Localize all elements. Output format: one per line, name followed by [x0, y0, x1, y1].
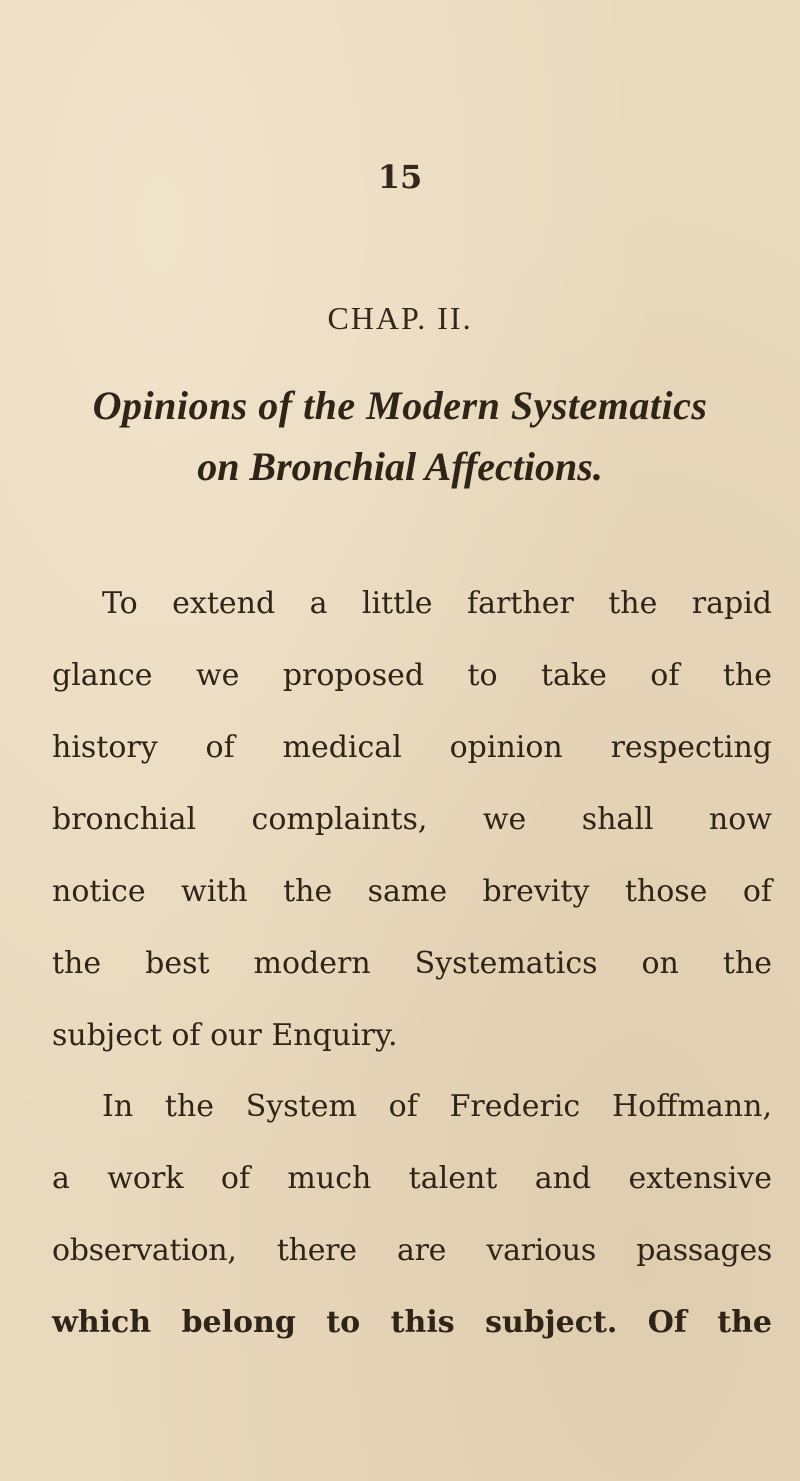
- text-line: history of medical opinion respecting: [52, 730, 772, 765]
- chapter-title-line-1: Opinions of the Modern Systematics: [92, 383, 708, 428]
- text-line: bronchial complaints, we shall now: [52, 802, 772, 837]
- text-line: a work of much talent and extensive: [52, 1161, 772, 1196]
- text-line: To extend a little farther the rapid: [102, 586, 772, 621]
- text-line: notice with the same brevity those of: [52, 874, 772, 909]
- chapter-title-line-2: on Bronchial Affections.: [197, 444, 603, 489]
- text-line: glance we proposed to take of the: [52, 658, 772, 693]
- text-line: which belong to this subject. Of the: [52, 1305, 772, 1340]
- paragraph-2: [52, 1071, 772, 1359]
- paragraph-1: [52, 568, 772, 1072]
- page-number: 15: [377, 158, 423, 196]
- text-line: observation, there are various passages: [52, 1233, 772, 1268]
- text-line: subject of our Enquiry.: [52, 1018, 398, 1053]
- text-line: In the System of Frederic Hoffmann,: [102, 1089, 772, 1124]
- chapter-heading: CHAP. II.: [327, 300, 473, 336]
- text-line: the best modern Systematics on the: [52, 946, 772, 981]
